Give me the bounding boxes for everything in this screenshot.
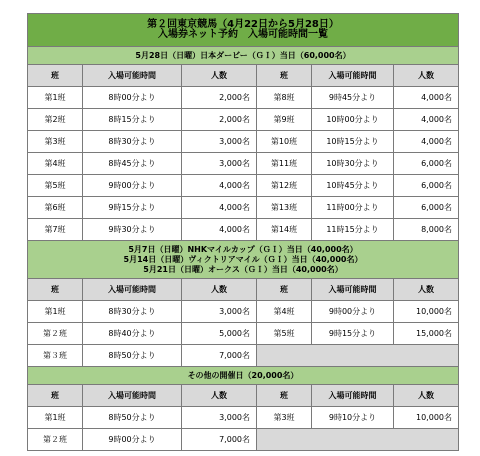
time-cell: 9時00分より <box>83 175 182 197</box>
time-cell: 11時15分より <box>312 219 394 241</box>
group-cell: 第5班 <box>28 175 83 197</box>
time-cell: 10時00分より <box>312 109 394 131</box>
count-cell: 6,000名 <box>394 153 459 175</box>
group-cell: 第2班 <box>28 109 83 131</box>
time-cell: 9時45分より <box>312 87 394 109</box>
group-cell: 第14班 <box>257 219 312 241</box>
section-title: 5月21日（日曜）オークス（ＧＩ）当日（40,000名） <box>143 264 343 274</box>
column-header-count: 人数 <box>394 65 459 87</box>
section-title: 5月7日（日曜）NHKマイルカップ（ＧＩ）当日（40,000名） <box>128 244 358 254</box>
column-header-group: 班 <box>257 385 312 407</box>
count-cell: 3,000名 <box>182 407 257 429</box>
table-row <box>28 345 459 367</box>
column-header-time: 入場可能時間 <box>83 65 182 87</box>
table-row <box>28 109 459 131</box>
column-header-time: 入場可能時間 <box>312 65 394 87</box>
column-header-group: 班 <box>257 279 312 301</box>
count-cell: 4,000名 <box>182 219 257 241</box>
group-cell: 第３班 <box>28 345 83 367</box>
group-cell: 第２班 <box>28 323 83 345</box>
table-row <box>28 131 459 153</box>
count-cell: 7,000名 <box>182 345 257 367</box>
count-cell: 2,000名 <box>182 109 257 131</box>
section-title: 5月28日（日曜）日本ダービー（ＧＩ）当日（60,000名） <box>135 50 351 60</box>
time-cell: 9時10分より <box>312 407 394 429</box>
column-header-group: 班 <box>257 65 312 87</box>
column-header-time: 入場可能時間 <box>83 385 182 407</box>
time-cell: 9時30分より <box>83 219 182 241</box>
empty-cell <box>257 429 459 451</box>
time-cell: 8時15分より <box>83 109 182 131</box>
column-header-time: 入場可能時間 <box>83 279 182 301</box>
group-cell: 第4班 <box>28 153 83 175</box>
count-cell: 5,000名 <box>182 323 257 345</box>
time-cell: 8時30分より <box>83 131 182 153</box>
group-cell: 第1班 <box>28 301 83 323</box>
count-cell: 15,000名 <box>394 323 459 345</box>
count-cell: 6,000名 <box>394 197 459 219</box>
count-cell: 4,000名 <box>182 197 257 219</box>
column-header-count: 人数 <box>182 385 257 407</box>
time-cell: 8時50分より <box>83 407 182 429</box>
group-cell: 第3班 <box>28 131 83 153</box>
time-cell: 10時15分より <box>312 131 394 153</box>
time-cell: 9時00分より <box>312 301 394 323</box>
table-row <box>28 301 459 323</box>
group-cell: 第9班 <box>257 109 312 131</box>
count-cell: 3,000名 <box>182 301 257 323</box>
time-cell: 10時30分より <box>312 153 394 175</box>
count-cell: 4,000名 <box>182 175 257 197</box>
column-header-row <box>28 279 459 301</box>
count-cell: 3,000名 <box>182 131 257 153</box>
group-cell: 第1班 <box>28 407 83 429</box>
section-header <box>28 47 459 65</box>
page-title: 第２回東京競馬（4月22日から5月28日） <box>147 19 339 30</box>
empty-cell <box>257 345 459 367</box>
group-cell: 第1班 <box>28 87 83 109</box>
count-cell: 7,000名 <box>182 429 257 451</box>
time-cell: 8時45分より <box>83 153 182 175</box>
group-cell: 第6班 <box>28 197 83 219</box>
column-header-count: 人数 <box>182 279 257 301</box>
column-header-group: 班 <box>28 385 83 407</box>
time-cell: 8時00分より <box>83 87 182 109</box>
count-cell: 4,000名 <box>394 131 459 153</box>
group-cell: 第4班 <box>257 301 312 323</box>
column-header-row <box>28 65 459 87</box>
group-cell: 第12班 <box>257 175 312 197</box>
count-cell: 4,000名 <box>394 87 459 109</box>
section-title: 5月14日（日曜）ヴィクトリアマイル（ＧＩ）当日（40,000名） <box>123 254 363 264</box>
column-header-row <box>28 385 459 407</box>
table-row <box>28 87 459 109</box>
count-cell: 4,000名 <box>394 109 459 131</box>
count-cell: 6,000名 <box>394 175 459 197</box>
column-header-count: 人数 <box>394 385 459 407</box>
table-row <box>28 323 459 345</box>
time-cell: 8時30分より <box>83 301 182 323</box>
column-header-time: 入場可能時間 <box>312 385 394 407</box>
column-header-group: 班 <box>28 65 83 87</box>
group-cell: 第8班 <box>257 87 312 109</box>
count-cell: 10,000名 <box>394 301 459 323</box>
group-cell: 第13班 <box>257 197 312 219</box>
section-title: その他の開催日（20,000名） <box>187 370 299 380</box>
admission-schedule-table <box>27 13 459 451</box>
table-row <box>28 429 459 451</box>
time-cell: 9時15分より <box>83 197 182 219</box>
section-header <box>28 367 459 385</box>
time-cell: 8時40分より <box>83 323 182 345</box>
column-header-time: 入場可能時間 <box>312 279 394 301</box>
group-cell: 第２班 <box>28 429 83 451</box>
title-row <box>28 14 459 47</box>
time-cell: 9時15分より <box>312 323 394 345</box>
section-header <box>28 241 459 279</box>
column-header-count: 人数 <box>394 279 459 301</box>
count-cell: 10,000名 <box>394 407 459 429</box>
time-cell: 11時00分より <box>312 197 394 219</box>
column-header-group: 班 <box>28 279 83 301</box>
table-row <box>28 407 459 429</box>
group-cell: 第11班 <box>257 153 312 175</box>
count-cell: 2,000名 <box>182 87 257 109</box>
table-row <box>28 219 459 241</box>
time-cell: 8時50分より <box>83 345 182 367</box>
count-cell: 3,000名 <box>182 153 257 175</box>
group-cell: 第3班 <box>257 407 312 429</box>
time-cell: 10時45分より <box>312 175 394 197</box>
group-cell: 第7班 <box>28 219 83 241</box>
table-row <box>28 175 459 197</box>
table-row <box>28 197 459 219</box>
page-subtitle: 入場券ネット予約 入場可能時間一覧 <box>158 29 328 40</box>
time-cell: 9時00分より <box>83 429 182 451</box>
group-cell: 第5班 <box>257 323 312 345</box>
column-header-count: 人数 <box>182 65 257 87</box>
group-cell: 第10班 <box>257 131 312 153</box>
count-cell: 8,000名 <box>394 219 459 241</box>
table-row <box>28 153 459 175</box>
